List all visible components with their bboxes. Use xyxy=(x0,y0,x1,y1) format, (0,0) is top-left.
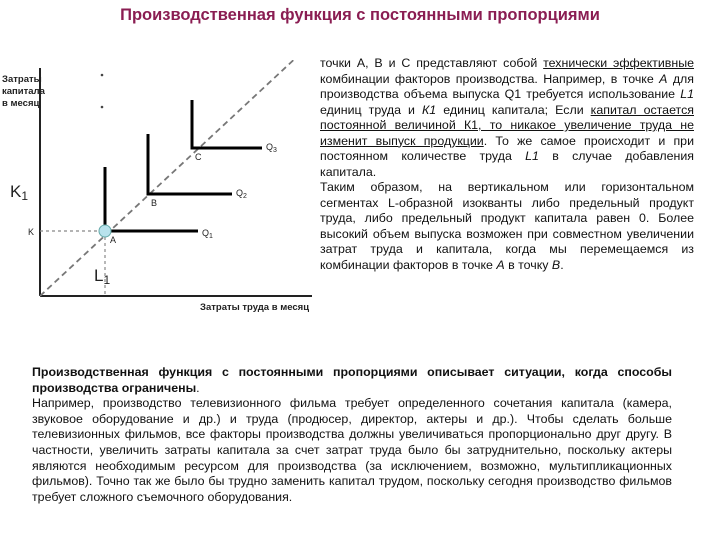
isoquant-q2 xyxy=(148,134,232,194)
p1-underline-2: капитал остается постоянной величиной К1, то никакое увеличение труда не изменит выпуск продукции xyxy=(320,102,694,148)
p1-underline-1: технически эффективные xyxy=(543,56,695,70)
q3-label xyxy=(266,142,277,154)
q1-label-sub: 1 xyxy=(209,233,213,240)
p1-e: единиц капитала; Если xyxy=(436,102,591,117)
page-title: Производственная функция с постоянными пропорциями xyxy=(120,6,600,24)
k-small-label: K xyxy=(28,227,35,237)
p1-italic-a: А xyxy=(659,71,668,86)
l1-big-label xyxy=(94,266,110,287)
explanation-paragraph xyxy=(320,56,694,273)
q3-label-main: Q xyxy=(266,142,274,152)
bottom-bold-text: Производственная функция с постоянными пропорциями описывает ситуации, когда способы производства ограничены xyxy=(32,365,672,395)
y-axis-label-line3: в месяц xyxy=(2,98,40,109)
p2-c: . xyxy=(560,257,564,272)
p1-italic-l1: L1 xyxy=(680,87,694,101)
q1-label-main: Q xyxy=(202,228,210,238)
k1-big-main: K xyxy=(10,182,22,201)
isoquant-diagram xyxy=(0,60,320,360)
l1-big-main: L xyxy=(94,266,104,285)
p1-c: для производства объема выпуска Q1 требуется использование xyxy=(320,71,694,101)
p1-italic-k1: К1 xyxy=(422,102,437,117)
p1-a: точки А, В и С представляют собой xyxy=(320,56,544,70)
p2-a: Таким образом, на вертикальном или горизонтальном сегментах L-образной изокванты либо предельный продукт труда, либо предельный продукт капитала равен 0. Более высокий объем выпуска возможен при совместном увеличении затрат труда и капитала, когда мы перемещаемся из комбинации факторов в точке xyxy=(320,180,694,272)
q3-label-sub: 3 xyxy=(273,147,277,154)
q2-label xyxy=(236,188,247,200)
y-axis-label-line1: Затраты xyxy=(2,74,42,85)
q1-label xyxy=(202,228,213,240)
point-b-label: B xyxy=(151,198,158,208)
bottom-paragraph-2: Например, производство телевизионного фильма требует определенного сочетания капитала (камера, звуковое оборудование и др.) и труда (продюсер, директор, актеры и др.). Чтобы сделать больше телевизионных фильмов, все факторы производства должны увеличиваться пропорционально друг другу. В частности, увеличить затраты капитала за счет затрат труда было бы затруднительно, поскольку актеры являются необходимым ресурсом для производства (за исключением, возможно, мультипликационных фильмов). Точно так же было бы трудно заменить капитал трудом, поскольку сегодня производство фильмов требует сложного съемочного оборудования. xyxy=(32,396,672,504)
l1-big-sub: 1 xyxy=(103,273,111,287)
k1-big-label xyxy=(10,182,28,203)
p2-italic-a: А xyxy=(496,257,505,272)
q2-label-sub: 2 xyxy=(243,193,247,200)
y-tick-dot xyxy=(101,106,104,109)
point-a-label: A xyxy=(110,235,117,245)
isoquant-q3 xyxy=(192,100,262,148)
description-paragraph xyxy=(32,365,672,505)
q2-label-main: Q xyxy=(236,188,244,198)
p2-b: в точку xyxy=(504,257,552,272)
p1-d: единиц труда и xyxy=(320,102,422,117)
p1-f: . То же самое происходит и при постоянном количестве труда xyxy=(320,133,694,163)
p1-g: в случае добавления капитала. xyxy=(320,149,694,179)
k1-big-sub: 1 xyxy=(21,189,29,203)
p1-b: комбинации факторов производства. Например, в точке xyxy=(320,71,660,86)
p1-italic-l1b: L1 xyxy=(525,149,539,163)
y-axis-label-line2: капитала xyxy=(2,86,45,97)
point-c-label: C xyxy=(195,152,202,162)
x-axis-label: Затраты труда в месяц xyxy=(200,302,310,313)
p2-italic-b: В xyxy=(551,257,561,272)
bottom-bold-end: . xyxy=(196,380,200,395)
expansion-path-line xyxy=(40,60,300,296)
y-tick-dot xyxy=(101,74,104,77)
